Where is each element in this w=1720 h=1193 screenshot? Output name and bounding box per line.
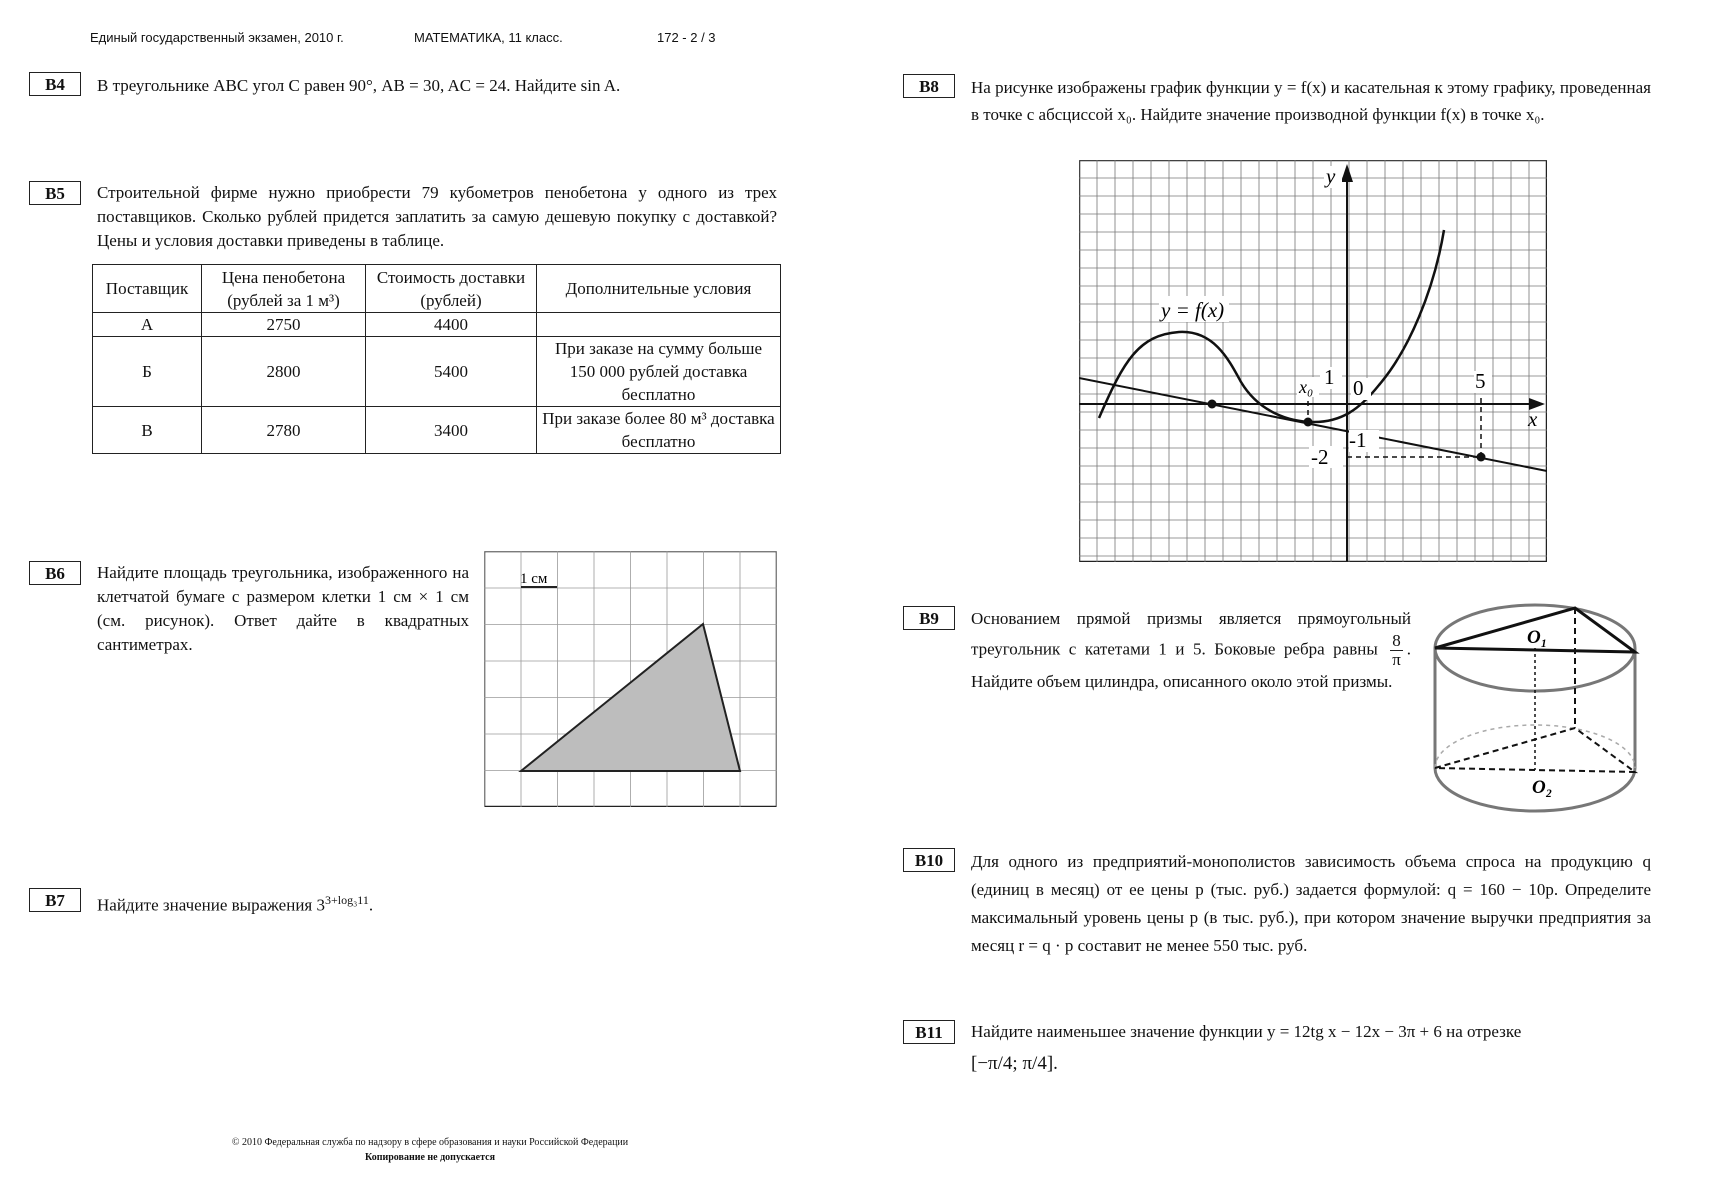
table-cell: При заказе на сумму больше 150 000 рублей доставка бесплатно (537, 337, 781, 407)
label-o2: O₂ (1532, 777, 1553, 798)
task-tag-b6: B6 (29, 561, 81, 585)
table-header: Цена пенобетона (рублей за 1 м³) (202, 265, 366, 313)
footer-copyright: © 2010 Федеральная служба по надзору в сфере образования и науки Российской Федерации (231, 1137, 629, 1148)
y-axis-label: y (1326, 164, 1336, 188)
point-intersection (1208, 400, 1217, 409)
header-subject: МАТЕМАТИКА, 11 класс. (414, 30, 563, 45)
table-cell: В (93, 407, 202, 454)
b7-expr-base: 3 (316, 895, 325, 915)
task-tag-b7: B7 (29, 888, 81, 912)
b7-text: Найдите значение выражения (97, 895, 313, 915)
x-axis-label: x (1528, 407, 1538, 431)
task-tag-b4: B4 (29, 72, 81, 96)
task-tag-b10: B10 (903, 848, 955, 872)
table-row (93, 313, 781, 337)
table-cell: 5400 (366, 337, 537, 407)
table-header: Дополнительные условия (537, 265, 781, 313)
table-cell: 2750 (202, 313, 366, 337)
b9-fraction (1390, 632, 1403, 669)
b5-text: Строительной фирме нужно приобрести 79 кубометров пенобетона у одного из трех поставщиков. Сколько рублей придется заплатить за самую дешевую покупку с доставкой? Цены и условия доставки приведены в таблице. (97, 183, 777, 250)
tick-label-y-neg1: -1 (1349, 428, 1367, 452)
b8-text: На рисунке изображены график функции y = f(x) и касательная к этому графику, проведенная в точке с абсциссой x₀. Найдите значение производной функции f(x) в точке x₀. (971, 78, 1651, 124)
task-tag-b11: B11 (903, 1020, 955, 1044)
tick-label-x5: 5 (1475, 369, 1486, 393)
table-header: Поставщик (93, 265, 202, 313)
table-header: Стоимость доставки (рублей) (366, 265, 537, 313)
footer-notice: Копирование не допускается (364, 1152, 496, 1163)
b7-text-row (97, 888, 597, 918)
table-cell: 4400 (366, 313, 537, 337)
function-graph (1079, 160, 1547, 562)
x0-label: x₀ (1299, 377, 1314, 397)
cylinder-figure (1432, 600, 1642, 815)
b7-expr-end: . (368, 895, 374, 915)
b9-text-a: Основанием прямой призмы является прямоугольный треугольник с катетами 1 и 5. Боковые ребра равны (971, 609, 1411, 659)
point-x5 (1477, 453, 1486, 462)
b4-text: В треугольнике ABC угол C равен 90°, AB = 30, AC = 24. Найдите sin A. (97, 76, 621, 95)
curve-label: y = f(x) (1161, 298, 1225, 322)
b9-text (971, 606, 1411, 695)
b7-expr-exp: 3+log₃11 (324, 893, 369, 907)
label-o1: O₁ (1527, 627, 1548, 648)
b11-text: Найдите наименьшее значение функции y = 12tg x − 12x − 3π + 6 на отрезке (971, 1022, 1522, 1041)
task-tag-b5: B5 (29, 181, 81, 205)
supplier-table (92, 264, 781, 454)
tick-label-y-neg2: -2 (1311, 445, 1329, 469)
b11-interval: [−π/4; π/4]. (971, 1053, 1058, 1074)
b10-text: Для одного из предприятий-монополистов зависимость объема спроса на продукцию q (единиц в месяц) от ее цены p (тыс. руб.) задается формулой: q = 160 − 10p. Определите максимальный уровень цены p (в тыс. руб.), при котором значение выручки предприятия за месяц r = q · p составит не менее 550 тыс. руб. (971, 852, 1651, 955)
tick-label-origin: 0 (1353, 376, 1364, 400)
table-row (93, 337, 781, 407)
header-exam: Единый государственный экзамен, 2010 г. (90, 30, 344, 45)
b9-frac-num: 8 (1392, 631, 1401, 650)
table-row (93, 407, 781, 454)
table-cell: Б (93, 337, 202, 407)
table-cell: 2780 (202, 407, 366, 454)
b9-frac-den: π (1392, 650, 1401, 669)
b6-text: Найдите площадь треугольника, изображенного на клетчатой бумаге с размером клетки 1 см × 1 см (см. рисунок). Ответ дайте в квадратных сантиметрах. (97, 563, 469, 654)
scale-label: 1 см (520, 571, 548, 587)
header-page: 172 - 2 / 3 (657, 30, 716, 45)
table-cell: 3400 (366, 407, 537, 454)
table-cell: А (93, 313, 202, 337)
task-tag-b9: B9 (903, 606, 955, 630)
b9-text-b: . Найдите объем цилиндра, описанного около этой призмы. (971, 639, 1411, 691)
table-cell (537, 313, 781, 337)
triangle-grid-figure (484, 551, 777, 807)
point-tangency (1304, 418, 1313, 427)
task-tag-b8: B8 (903, 74, 955, 98)
table-cell: 2800 (202, 337, 366, 407)
tick-label-y1: 1 (1324, 365, 1335, 389)
table-cell: При заказе более 80 м³ доставка бесплатно (537, 407, 781, 454)
